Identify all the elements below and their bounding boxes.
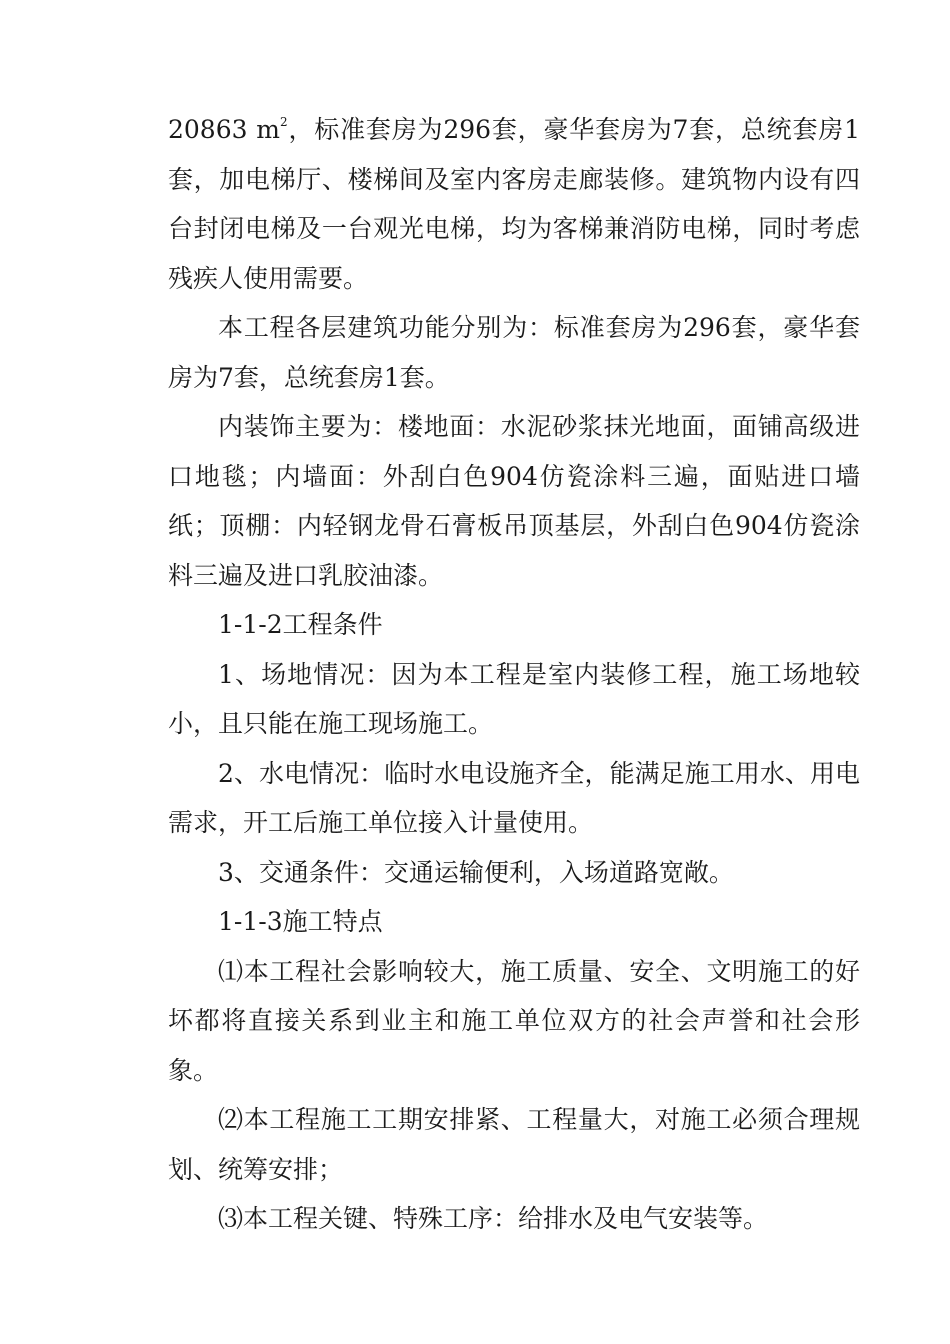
paragraph-site-conditions: 1、场地情况：因为本工程是室内装修工程，施工场地较小，且只能在施工现场施工。 (168, 659, 860, 738)
area-unit-superscript: 2 (280, 115, 288, 129)
section-heading-features: 1-1-3施工特点 (218, 907, 383, 936)
paragraph-feature-2: ⑵本工程施工工期安排紧、工程量大，对施工必须合理规划、统筹安排； (168, 1105, 860, 1184)
paragraph-floor-functions: 本工程各层建筑功能分别为：标准套房为296套，豪华套房为7套，总统套房1套。 (168, 313, 860, 392)
paragraph-traffic: 3、交通条件：交通运输便利，入场道路宽敞。 (218, 857, 734, 887)
section-heading-conditions: 1-1-2工程条件 (218, 610, 383, 639)
area-value: 20863 m (168, 115, 280, 144)
paragraph-project-scope-text: ，标准套房为296套，豪华套房为7套，总统套房1套，加电梯厅、楼梯间及室内客房走廊装修。建筑物内设有四台封闭电梯及一台观光电梯，均为客梯兼消防电梯，同时考虑残疾人使用需要。 (168, 115, 861, 293)
paragraph-feature-1: ⑴本工程社会影响较大，施工质量、安全、文明施工的好坏都将直接关系到业主和施工单位双方的社会声誉和社会形象。 (168, 956, 860, 1085)
paragraph-interior-finishes: 内装饰主要为：楼地面：水泥砂浆抹光地面，面铺高级进口地毯；内墙面：外刮白色904仿瓷涂料三遍，面贴进口墙纸；顶棚：内轻钢龙骨石膏板吊顶基层，外刮白色904仿瓷涂料三遍及进口乳胶油漆。 (168, 412, 860, 590)
document-body (168, 105, 860, 1244)
paragraph-utilities: 2、水电情况：临时水电设施齐全，能满足施工用水、用电需求，开工后施工单位接入计量使用。 (168, 758, 860, 837)
paragraph-project-scope (168, 105, 860, 303)
paragraph-feature-3: ⑶本工程关键、特殊工序：给排水及电气安装等。 (218, 1204, 769, 1233)
